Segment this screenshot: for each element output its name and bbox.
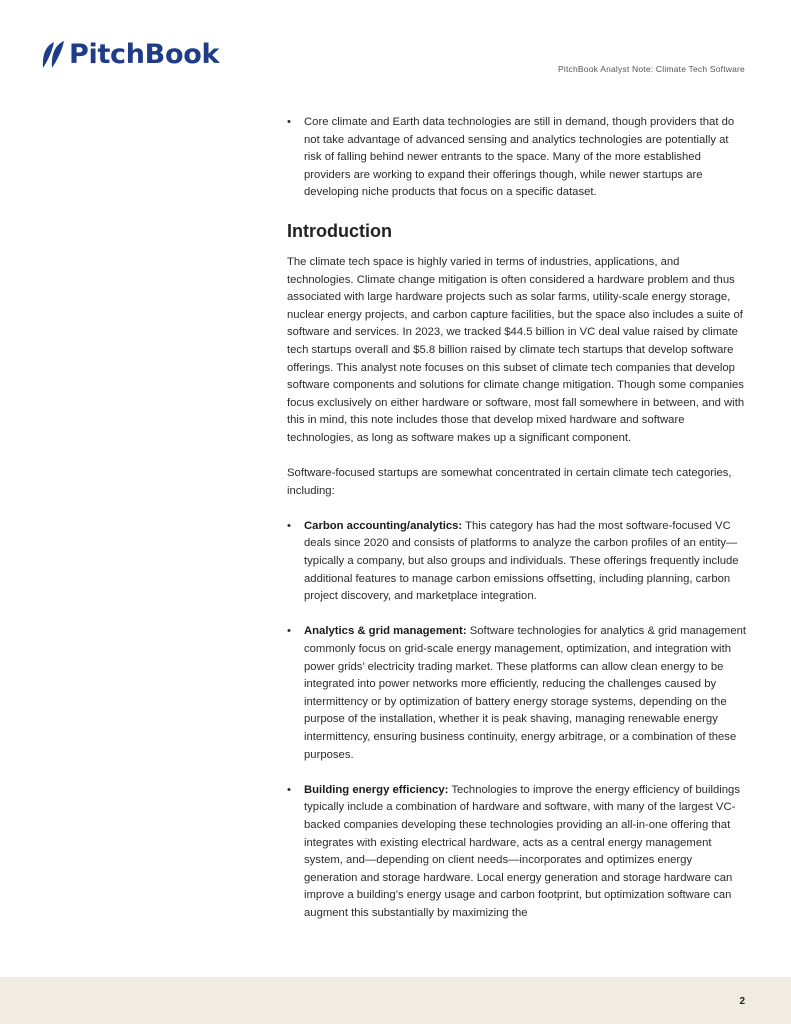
section-heading: Introduction: [287, 220, 392, 241]
bullet-description: Technologies to improve the energy efficiency of buildings typically include a combination of hardware and software, with many of the largest VC-backed companies developing these technologies providing an all-in-one offering that integrates with existing electrical hardware, acts as a central energy management system, and—depending on client needs—incorporates and optimizes energy generation and storage hardware. Local energy generation and storage hardware can improve a building’s energy usage and carbon footprint, but optimization software can augment this substantially by maximizing the: [304, 783, 740, 919]
logo-text: PitchBook: [69, 39, 220, 70]
bullet-icon: •: [287, 519, 291, 532]
bullet-text: [304, 623, 747, 764]
intro-paragraph: Software-focused startups are somewhat concentrated in certain climate tech categories, including:: [287, 467, 732, 497]
bullet-title: Analytics & grid management:: [304, 625, 467, 638]
list-item: [287, 518, 747, 606]
bullet-text: [304, 518, 747, 606]
main-content: [287, 114, 747, 923]
pitchbook-leaf-icon: [40, 40, 66, 70]
page-number: 2: [739, 996, 745, 1007]
list-item: [287, 114, 747, 202]
intro-paragraph: The climate tech space is highly varied in terms of industries, applications, and technologies. Climate change mitigation is often considered a hardware problem and thus associated with large hardware projects such as solar farms, utility-scale energy storage, nuclear energy projects, and carbon capture facilities, but the space also includes a suite of software and services. In 2023, we tracked $44.5 billion in VC deal value raised by climate tech startups overall and $5.8 billion raised by climate tech startups that develop software offerings. This analyst note focuses on this subset of climate tech companies that develop software components and solutions for climate change mitigation. Though some companies focus exclusively on either hardware or software, most fall somewhere in between, and with this in mind, this note includes those that develop mixed hardware and software technologies, as long as software makes up a significant component.: [287, 255, 745, 444]
bullet-description: Software technologies for analytics & grid management commonly focus on grid-scale energy management, optimization, and integration with power grids’ electricity trading market. These platforms can allow clean energy to be integrated into power networks more efficiently, reducing the challenges caused by intermittency or by optimization of battery energy storage systems, depending on the purpose of the installation, whether it is peak shaving, managing renewable energy intermittency, ensuring business continuity, energy arbitrage, or a combination of these purposes.: [304, 625, 747, 761]
bullet-icon: •: [287, 783, 291, 796]
footer-band: [0, 977, 791, 1024]
bullet-title: Carbon accounting/analytics:: [304, 519, 463, 532]
bullet-icon: •: [287, 116, 291, 128]
bullet-description: This category has had the most software-focused VC deals since 2020 and consists of platforms to analyze the carbon profiles of an entity—typically a company, but also groups and individuals. These offerings frequently include additional features to manage carbon emissions offsetting, including planning, carbon project discovery, and marketplace integration.: [304, 519, 739, 603]
list-item: [287, 782, 747, 923]
bullet-icon: •: [287, 625, 291, 638]
bullet-title: Building energy efficiency:: [304, 783, 449, 796]
bullet-text: Core climate and Earth data technologies are still in demand, though providers that do not take advantage of advanced sensing and analytics technologies are potentially at risk of falling behind newer entrants to the space. Many of the more established providers are working to expand their offerings though, while newer startups are developing niche products that focus on a specific dataset.: [304, 116, 735, 199]
report-title: PitchBook Analyst Note: Climate Tech Software: [558, 64, 745, 74]
pitchbook-logo: [40, 40, 219, 70]
bullet-text: [304, 782, 747, 923]
list-item: [287, 623, 747, 764]
